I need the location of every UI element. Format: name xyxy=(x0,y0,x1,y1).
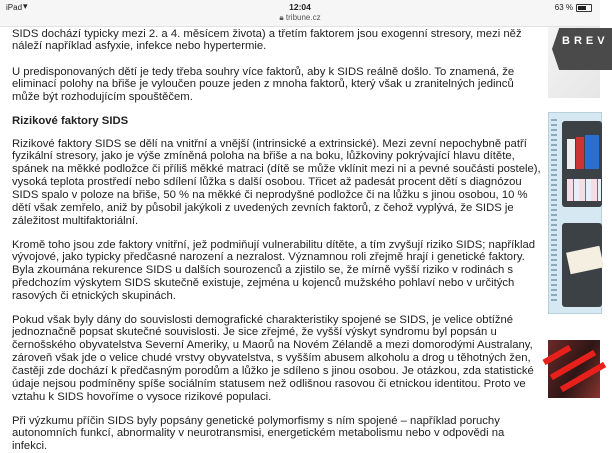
article-paragraph xyxy=(12,28,522,54)
text-line: vývojové, jako typicky předčasné narození a nezralost. Významnou roli zřejmě hrají i genetické faktory. xyxy=(12,251,535,264)
text-line: infekci. xyxy=(12,440,504,453)
section-heading xyxy=(12,115,128,128)
article-paragraph xyxy=(12,314,534,404)
text-line: Byla zkoumána rekurence SIDS u dalších sourozenců a zjistilo se, že mírně vyšší riziko v rodinách s xyxy=(12,264,535,277)
text-line: může být rozhodujícím spouštěčem. xyxy=(12,91,514,104)
text-line: Kromě toho jsou zde faktory vnitřní, jež podmiňují vulnerabilitu dítěte, a tím zvyšují riziko SIDS; například xyxy=(12,239,535,252)
ad-brand-banner[interactable] xyxy=(548,26,600,98)
article-paragraph xyxy=(12,239,535,304)
ad-image-banner[interactable] xyxy=(548,340,600,398)
article-paragraph xyxy=(12,66,514,105)
device-label: iPad xyxy=(6,3,22,12)
text-line: údaje nejsou podmíněny spíše sociálním statusem než odlišnou rasovou či etnickou identitou. Proto ve xyxy=(12,378,534,391)
text-line: Rizikové faktory SIDS se dělí na vnitřní a vnější (intrinsické a extrinsické). Mezi zevní nepochybně patří xyxy=(12,138,541,151)
text-line: jednoznačně popsat skutečné souvislosti. Je sice zřejmé, že vyšší výskyt syndromu byl popsán u xyxy=(12,326,534,339)
text-line: předchozím výskytem SIDS skutečně existuje, zejména u kojenců mužského pohlaví nebo v určitých xyxy=(12,277,535,290)
ad-panel-books xyxy=(562,121,602,207)
text-line: vysoká teplota prostředí nebo sdílení lůžka s další osobou. Třicet až padesát procent dětí s diagnózou xyxy=(12,176,541,189)
text-line: autonomních funkcí, abnormality v neurotransmisi, energetickém metabolismu nebo v odpovědi na xyxy=(12,427,504,440)
wifi-icon: ▾ xyxy=(23,1,28,12)
text-line: rasových či etnických skupinách. xyxy=(12,290,535,303)
battery-status xyxy=(555,3,592,12)
url-text: tribune.cz xyxy=(286,13,321,22)
article-paragraph xyxy=(12,138,541,228)
text-line: spánek na měkké podložce či příliš měkké matraci (dítě se může vklínit mezi ni a pevné součásti postele), xyxy=(12,163,541,176)
battery-percent: 63 % xyxy=(555,3,573,12)
text-line: U predisponovaných dětí je tedy třeba souhry více faktorů, aby k SIDS reálně došlo. To znamená, že xyxy=(12,66,514,79)
text-line: častěji zde dochází k předčasným porodům a lůžko je sdíleno s jinou osobou. Je otázkou, zda statistické xyxy=(12,365,534,378)
clock: 12:04 xyxy=(0,2,600,12)
text-line: SIDS dochází typicky mezi 2. a 4. měsícem života) a třetím faktorem jsou exogenní stresory, mezi něž xyxy=(12,28,522,41)
ad-publications-banner[interactable] xyxy=(548,112,602,314)
text-line: záležitost multifaktoriální. xyxy=(12,215,541,228)
text-line: dětí však zemřelo, aniž by působil jakýkoli z uvedených zevních faktorů, z čehož vyplývá, že SIDS je xyxy=(12,202,541,215)
brand-logo-text: BREV xyxy=(562,35,609,47)
text-line: SIDS spalo v poloze na břiše, 50 % na měkké či neprodyšné podložce či na lůžku s jinou osobou, 10 % xyxy=(12,189,541,202)
text-line: Při výzkumu příčin SIDS byly popsány genetické polymorfismy s ním spojené – například poruchy xyxy=(12,415,504,428)
text-line: černošského obyvatelstva Severní Ameriky, u Maorů na Novém Zélandě a mezi domorodými Australany, xyxy=(12,339,534,352)
text-line: Rizikové faktory SIDS xyxy=(12,115,128,128)
ios-status-bar xyxy=(0,0,600,27)
article-paragraph xyxy=(12,415,504,453)
text-line: Pokud však byly dány do souvislosti demografické charakteristiky spojené se SIDS, je velice obtížné xyxy=(12,314,534,327)
text-line: náleží například asfyxie, infekce nebo hypertermie. xyxy=(12,40,522,53)
lock-icon: 🔒︎ xyxy=(279,13,283,22)
address-bar[interactable] xyxy=(0,13,600,23)
text-line: fyzikální stresory, jako je výše zmíněná poloha na břiše a na boku, lůžkoviny pokrývající hlavu dítěte, xyxy=(12,150,541,163)
text-line: vztahu k SIDS hovoříme o vysoce rizikové populaci. xyxy=(12,391,534,404)
battery-icon xyxy=(576,4,592,12)
text-line: zároveň však jde o velice chudé vrstvy obyvatelstva, s vyšším abusem alkoholu a drog u těhotných žen, xyxy=(12,352,534,365)
text-line: eliminací polohy na břiše je vyloučen pouze jeden z mnoha faktorů, který však u zranitelných jedinců xyxy=(12,78,514,91)
ad-side-strip xyxy=(551,119,557,304)
ad-panel-materials xyxy=(562,223,602,307)
